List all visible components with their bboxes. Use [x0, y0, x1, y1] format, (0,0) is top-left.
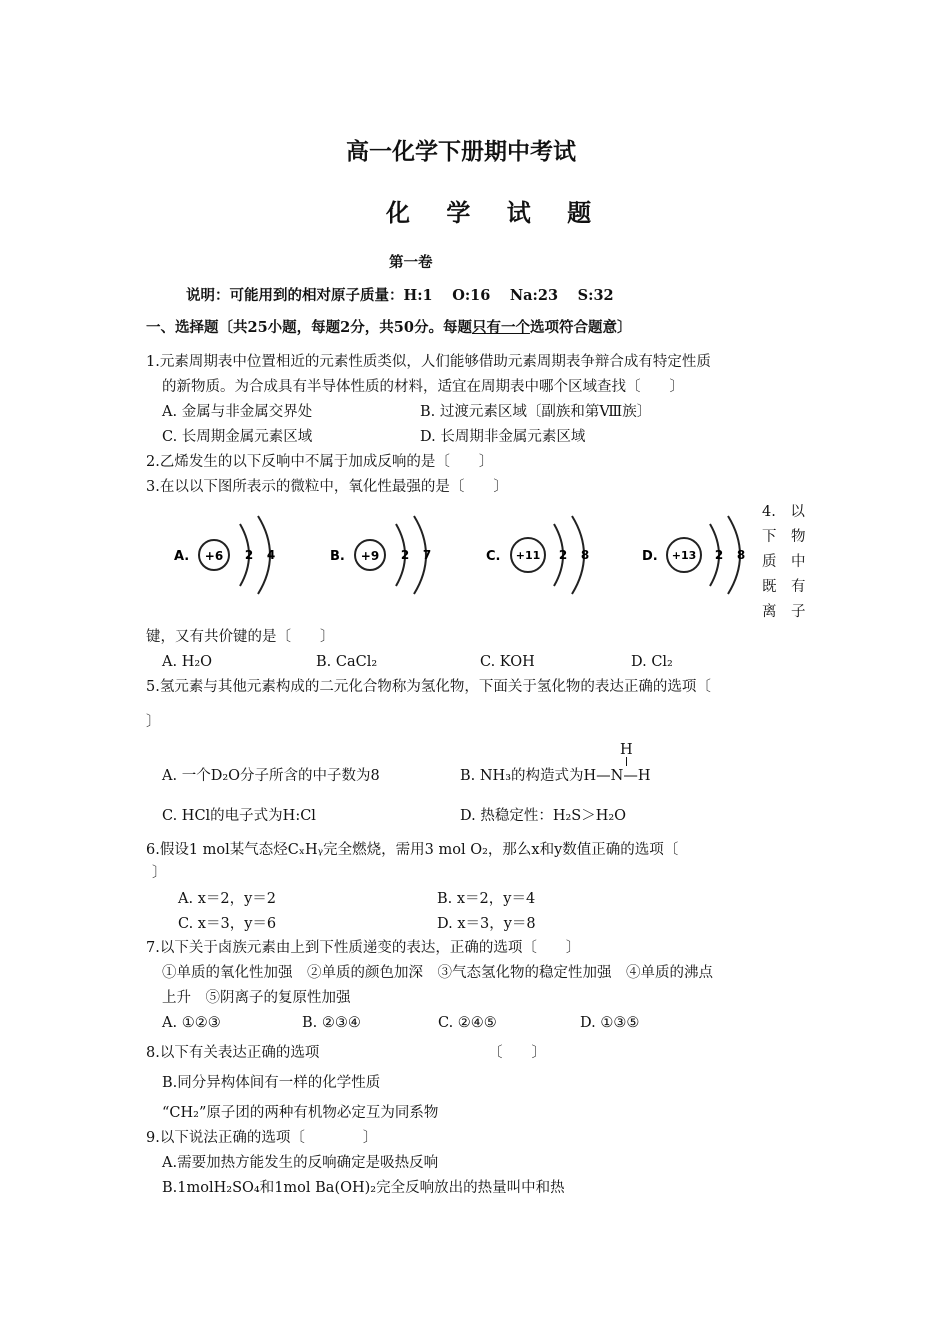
atom-d-nucleus: +13 — [671, 549, 697, 562]
volume-label: 第一卷 — [389, 254, 433, 271]
q6-option-b: B. x＝2，y＝4 — [437, 891, 536, 907]
atom-a-shell-1: 2 — [244, 548, 254, 562]
atom-b-nucleus: +9 — [360, 549, 380, 563]
q7-stem-line1: 7.以下关于卤族元素由上到下性质递变的表达，正确的选项〔 〕 — [146, 940, 581, 956]
q6-stem-line1: 6.假设1 mol某气态烃CₓHᵧ完全燃烧，需用3 mol O₂，那么x和y数值正确的选项〔 — [146, 842, 679, 858]
atom-d-label: D. — [642, 549, 658, 564]
q6-option-a: A. x＝2，y＝2 — [178, 891, 277, 907]
atom-a-label: A. — [174, 549, 190, 564]
q8-paren: 〔 〕 — [488, 1045, 546, 1061]
atom-b-shell-1: 2 — [400, 548, 410, 562]
q7-option-b: B. ②③④ — [302, 1015, 361, 1031]
q6-option-c: C. x＝3，y＝6 — [178, 916, 277, 932]
section-heading-underlined: 只有一个 — [471, 319, 530, 336]
q9-option-a: A.需要加热方能发生的反响确定是吸热反响 — [162, 1155, 439, 1171]
q1-stem-line2: 的新物质。为合成具有半导体性质的材料，适宜在周期表中哪个区域查找〔 〕 — [162, 379, 684, 395]
q6-stem-line2: 〕 — [152, 865, 167, 881]
q8-extra-line: “CH₂”原子团的两种有机物必定互为同系物 — [162, 1105, 439, 1121]
q7-stem-line3: 上升 ⑤阴离子的复原性加强 — [162, 990, 351, 1006]
atom-c-label: C. — [486, 549, 501, 564]
q9-stem: 9.以下说法正确的选项〔 〕 — [146, 1130, 378, 1146]
q1-option-d: D. 长周期非金属元素区域 — [420, 429, 586, 445]
q1-option-a: A. 金属与非金属交界处 — [162, 404, 313, 420]
q5-structure-bond — [626, 757, 628, 766]
q5-option-d: D. 热稳定性：H₂S＞H₂O — [460, 808, 627, 824]
q7-stem-line2: ①单质的氧化性加强 ②单质的颜色加深 ③气态氢化物的稳定性加强 ④单质的沸点 — [162, 965, 713, 981]
atom-c-nucleus: +11 — [515, 549, 541, 562]
q1-option-c: C. 长周期金属元素区域 — [162, 429, 313, 445]
q1-stem-line1: 1.元素周期表中位置相近的元素性质类似，人们能够借助元素周期表争辩合成有特定性质 — [146, 354, 711, 370]
atom-diagram-a — [170, 512, 290, 606]
atom-c-shell-1: 2 — [558, 548, 568, 562]
q7-option-a: A. ①②③ — [162, 1015, 221, 1031]
atom-structure-b-figure — [326, 512, 446, 602]
q4-side-4: 既 有 — [762, 579, 806, 595]
q4-option-c: C. KOH — [480, 654, 535, 670]
q7-option-c: C. ②④⑤ — [438, 1015, 497, 1031]
q4-option-b: B. CaCl₂ — [316, 654, 378, 670]
q6-option-d: D. x＝3，y＝8 — [437, 916, 536, 932]
q4-stem: 键，又有共价键的是〔 〕 — [146, 629, 335, 645]
q1-option-b: B. 过渡元素区域〔副族和第Ⅷ族〕 — [420, 404, 652, 420]
section-heading-pre: 一、选择题〔共25小题，每题2分，共50分。每题 — [146, 319, 472, 336]
atom-structure-d-figure — [638, 512, 758, 602]
atom-d-shell-2: 8 — [736, 548, 746, 562]
atomic-mass-note: 说明：可能用到的相对原子质量：H:1 O:16 Na:23 S:32 — [186, 287, 614, 304]
q5-option-b: B. NH₃的构造式为H—N—H — [460, 768, 651, 784]
q4-option-d: D. Cl₂ — [631, 654, 673, 670]
atom-c-shell-2: 8 — [580, 548, 590, 562]
atom-structure-c-figure — [482, 512, 602, 602]
exam-subtitle: 化 学 试 题 — [386, 199, 606, 227]
q4-side-1: 4. 以 — [762, 504, 805, 520]
q5-option-a: A. 一个D₂O分子所含的中子数为8 — [162, 768, 380, 784]
q5-stem-line1: 5.氢元素与其他元素构成的二元化合物称为氢化物，下面关于氢化物的表达正确的选项〔 — [146, 679, 711, 695]
q5-structure-top-h: H — [620, 742, 633, 758]
atom-a-shell-2: 4 — [266, 548, 276, 562]
q4-side-3: 质 中 — [762, 554, 806, 570]
q8-stem: 8.以下有关表达正确的选项 — [146, 1045, 320, 1061]
atom-structure-a-figure — [170, 512, 290, 602]
section-heading-post: 选项符合题意〕 — [529, 319, 632, 336]
q4-side-2: 下 物 — [762, 529, 806, 545]
q9-option-b: B.1molH₂SO₄和1mol Ba(OH)₂完全反响放出的热量叫中和热 — [162, 1180, 565, 1196]
atom-diagram-b — [326, 512, 446, 606]
q5-stem-line2: 〕 — [146, 714, 161, 730]
q4-option-a: A. H₂O — [162, 654, 213, 670]
atom-b-label: B. — [330, 549, 345, 564]
q4-side-5: 离 子 — [762, 604, 806, 620]
atom-a-nucleus: +6 — [204, 549, 224, 563]
exam-title: 高一化学下册期中考试 — [346, 139, 576, 165]
q5-option-c: C. HCl的电子式为H:Cl — [162, 808, 316, 824]
atom-diagram-d — [638, 512, 758, 606]
q8-option-b: B.同分异构体间有一样的化学性质 — [162, 1075, 381, 1091]
q2-stem: 2.乙烯发生的以下反响中不属于加成反响的是〔 〕 — [146, 454, 494, 470]
atom-diagram-c — [482, 512, 602, 606]
q3-stem: 3.在以以下图所表示的微粒中，氧化性最强的是〔 〕 — [146, 479, 508, 495]
q7-option-d: D. ①③⑤ — [580, 1015, 640, 1031]
atom-d-shell-1: 2 — [714, 548, 724, 562]
atom-b-shell-2: 7 — [422, 548, 432, 562]
section-heading — [146, 318, 631, 338]
